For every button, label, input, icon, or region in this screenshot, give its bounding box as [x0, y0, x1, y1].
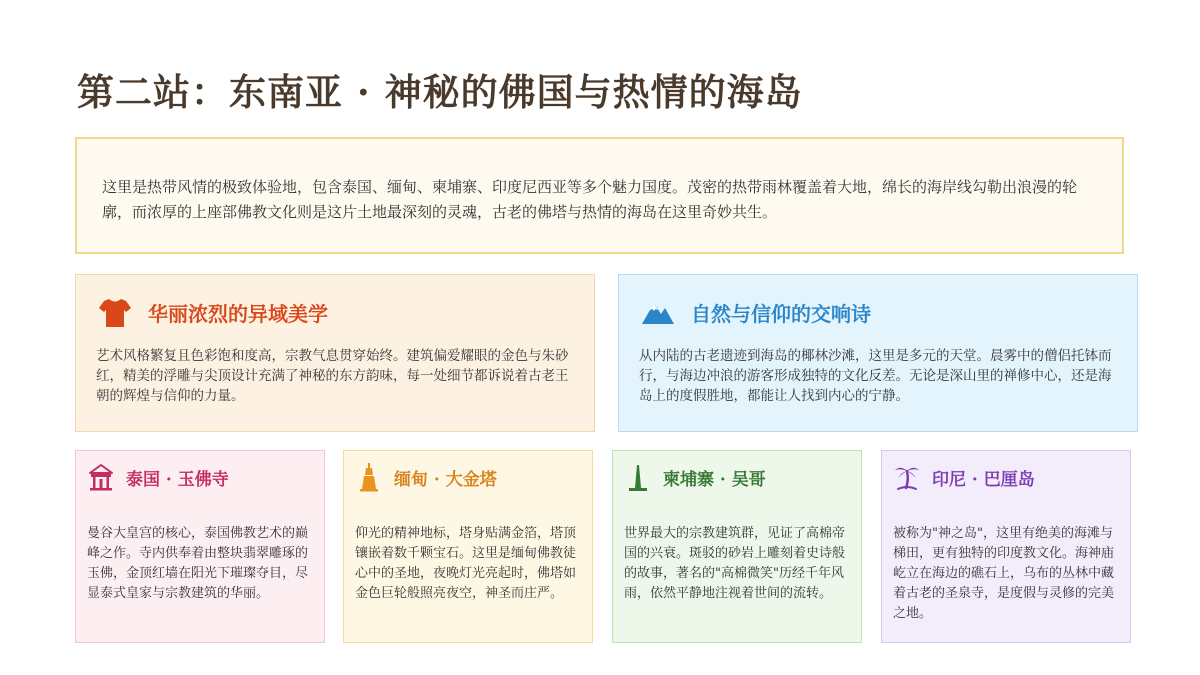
card-thailand-header — [88, 462, 229, 492]
card-cambodia-header — [625, 462, 766, 492]
card-thailand — [75, 450, 325, 643]
nature-panel-body: 从内陆的古老遗迹到海岛的椰林沙滩，这里是多元的天堂。晨雾中的僧侣托钵而行，与海边冲浪的游客形成独特的文化反差。无论是深山里的禅修中心，还是海岛上的度假胜地，都能让人找到内心的宁静。 — [639, 348, 1112, 404]
arts-panel-body: 艺术风格繁复且色彩饱和度高，宗教气息贯穿始终。建筑偏爱耀眼的金色与朱砂红，精美的浮雕与尖顶设计充满了神秘的东方韵味，每一处细节都诉说着古老王朝的辉煌与信仰的力量。 — [96, 348, 569, 404]
card-indonesia-body: 被称为"神之岛"，这里有绝美的海滩与梯田，更有独特的印度教文化。海神庙屹立在海边的礁石上，乌布的丛林中藏着古老的圣泉寺，是度假与灵修的完美之地。 — [893, 526, 1115, 621]
card-myanmar-body: 仰光的精神地标，塔身贴满金箔，塔顶镶嵌着数千颗宝石。这里是缅甸佛教徒心中的圣地，夜晚灯光亮起时，佛塔如金色巨轮般照亮夜空，神圣而庄严。 — [355, 526, 577, 601]
palm-tree-icon — [894, 462, 920, 492]
arts-panel-title: 华丽浓烈的异域美学 — [148, 301, 328, 326]
arts-panel — [75, 274, 595, 432]
card-myanmar — [343, 450, 593, 643]
nature-panel-header — [641, 295, 871, 329]
card-cambodia-title: 柬埔寨 · 吴哥 — [663, 469, 766, 490]
mountain-icon — [641, 295, 675, 329]
card-indonesia-title: 印尼 · 巴厘岛 — [932, 469, 1035, 490]
nature-panel — [618, 274, 1138, 432]
intro-text: 这里是热带风情的极致体验地，包含泰国、缅甸、柬埔寨、印度尼西亚等多个魅力国度。茂密的热带雨林覆盖着大地，绵长的海岸线勾勒出浪漫的轮廓，而浓厚的上座部佛教文化则是这片土地最深刻的灵魂，古老的佛塔与热情的海岛在这里奇妙共生。 — [102, 178, 1078, 221]
card-myanmar-header — [356, 462, 497, 492]
card-cambodia — [612, 450, 862, 643]
intro-box — [75, 137, 1124, 254]
card-thailand-title: 泰国 · 玉佛寺 — [126, 469, 229, 490]
temple-icon — [88, 462, 114, 492]
card-thailand-body: 曼谷大皇宫的核心，泰国佛教艺术的巅峰之作。寺内供奉着由整块翡翠雕琢的玉佛，金顶红墙在阳光下璀璨夺目，尽显泰式皇家与宗教建筑的华丽。 — [87, 526, 309, 601]
card-myanmar-title: 缅甸 · 大金塔 — [394, 469, 497, 490]
page-title: 第二站：东南亚 · 神秘的佛国与热情的海岛 — [77, 70, 803, 114]
nature-panel-title: 自然与信仰的交响诗 — [691, 301, 871, 326]
card-indonesia-header — [894, 462, 1035, 492]
pagoda-icon — [356, 462, 382, 492]
monument-icon — [625, 462, 651, 492]
card-cambodia-body: 世界最大的宗教建筑群，见证了高棉帝国的兴衰。斑驳的砂岩上雕刻着史诗般的故事，著名的"高棉微笑"历经千年风雨，依然平静地注视着世间的流转。 — [624, 526, 846, 601]
shirt-icon — [98, 295, 132, 329]
card-indonesia — [881, 450, 1131, 643]
arts-panel-header — [98, 295, 328, 329]
